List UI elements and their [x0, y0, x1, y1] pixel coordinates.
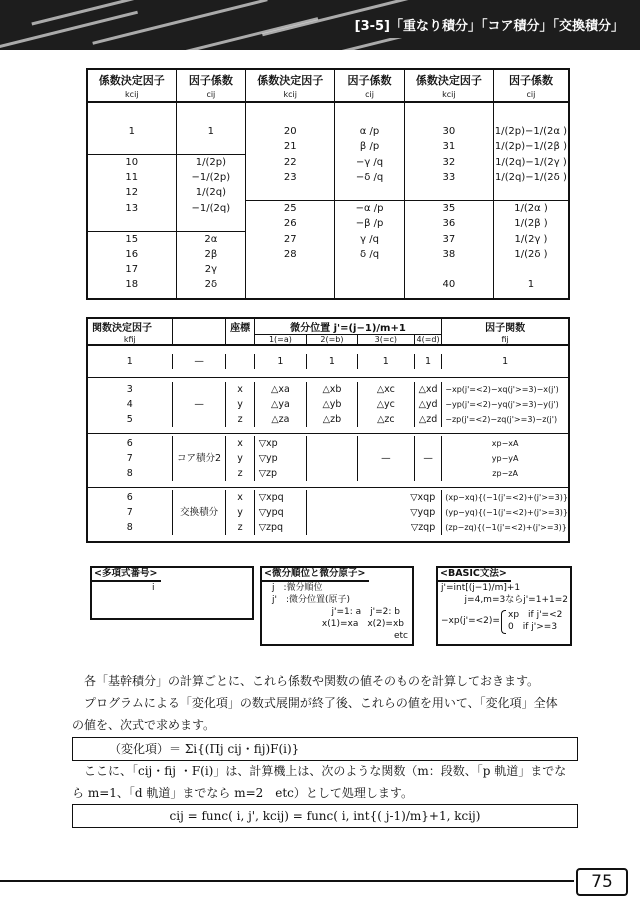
- table-row: [87, 232, 569, 248]
- table-cell: −γ /q: [335, 155, 405, 171]
- table-cell: −1/(2q): [176, 201, 246, 217]
- table-row: 6 x ▽xp xp−xA: [87, 436, 569, 451]
- formula-box-1: [72, 737, 578, 761]
- table-cell: 32: [404, 155, 493, 171]
- table-cell: 40: [404, 277, 493, 292]
- table-cell: 18: [87, 277, 176, 292]
- col-subheader: cij: [176, 88, 246, 102]
- table-cell: 1/(2α ): [493, 201, 569, 217]
- table-row: [87, 170, 569, 185]
- footer-rule: [0, 880, 574, 882]
- table-cell: [404, 262, 493, 277]
- table-row: [87, 216, 569, 232]
- table-cell: 26: [246, 216, 335, 232]
- table-cell: 23: [246, 170, 335, 185]
- coord-header: 座標: [226, 318, 254, 335]
- table-cell: [87, 102, 176, 118]
- table-cell: 2δ: [176, 277, 246, 292]
- table-row: [87, 102, 569, 118]
- table-cell: 35: [404, 201, 493, 217]
- col-header: 因子係数: [335, 69, 405, 88]
- formula-box-2: [72, 804, 578, 828]
- table-row: 4 — y △ya △yb △yc △yd −yp(j'=<2)−yq(j'>=3)−y(j'): [87, 397, 569, 412]
- diffpos-a: 1(=a): [254, 335, 306, 346]
- table-cell: [87, 139, 176, 155]
- differential-order-box: <微分順位と微分原子> j :微分順位 j' :微分位置(原子) j'=1: a j'=2: b x(1)=xa x(2)=xb etc: [260, 566, 414, 646]
- table-cell: β /p: [335, 139, 405, 155]
- table-cell: 27: [246, 232, 335, 248]
- table-cell: [493, 102, 569, 118]
- box-title: <BASIC文法>: [438, 568, 511, 582]
- table-cell: 1/(2β ): [493, 216, 569, 232]
- table-cell: 16: [87, 247, 176, 262]
- box-title: <微分順位と微分原子>: [262, 568, 369, 582]
- paragraph-1: 各「基幹積分」の計算ごとに、これら係数や関数の値そのものを計算しておきます。: [84, 674, 540, 688]
- table-cell: [246, 262, 335, 277]
- table-row: [87, 139, 569, 155]
- table-cell: 25: [246, 201, 335, 217]
- table-cell: 20: [246, 124, 335, 139]
- table-cell: 36: [404, 216, 493, 232]
- table-cell: α /p: [335, 124, 405, 139]
- table-cell: 1: [493, 277, 569, 292]
- table-cell: 12: [87, 185, 176, 201]
- table-cell: 1: [87, 124, 176, 139]
- col-subheader: kcij: [404, 88, 493, 102]
- page-number: 75: [576, 868, 628, 896]
- polynomial-number-box: <多項式番号> i: [90, 566, 254, 620]
- paragraph-2b: の値を、次式で求めます。: [72, 718, 216, 732]
- table-row: [87, 185, 569, 201]
- group-label: 交換積分: [172, 505, 226, 520]
- table-cell: δ /q: [335, 247, 405, 262]
- table-cell: [335, 102, 405, 118]
- table-cell: −δ /q: [335, 170, 405, 185]
- col-header: 係数決定因子: [246, 69, 335, 88]
- paragraph-2a: プログラムによる「変化項」の数式展開が終了後、これらの値を用いて、「変化項」全体: [84, 696, 558, 710]
- table-cell: [493, 185, 569, 201]
- col-subheader: cij: [493, 88, 569, 102]
- table-cell: −1/(2p): [176, 170, 246, 185]
- table-cell: 1/(2q)−1/(2γ ): [493, 155, 569, 171]
- kf-header: 関数決定因子: [87, 318, 172, 335]
- table-row: [87, 155, 569, 171]
- diffpos-d: 4(=d): [414, 335, 441, 346]
- table-cell: 1/(2p): [176, 155, 246, 171]
- table-cell: 33: [404, 170, 493, 185]
- function-factor-table: [86, 317, 570, 543]
- table-row: [87, 201, 569, 217]
- table-cell: 31: [404, 139, 493, 155]
- table-cell: 22: [246, 155, 335, 171]
- diffpos-c: 3(=c): [357, 335, 414, 346]
- table-cell: 1/(2q): [176, 185, 246, 201]
- table-cell: [335, 185, 405, 201]
- table-cell: [176, 102, 246, 118]
- func-subheader: fij: [442, 335, 569, 346]
- factor-table-body: [87, 102, 569, 299]
- table-cell: [87, 216, 176, 232]
- table-row: 1 — 1 1 1 1 1: [87, 354, 569, 369]
- table-row: 7 コア積分2 y ▽yp — — yp−yA: [87, 451, 569, 466]
- page-header-banner: [0, 0, 640, 50]
- table-row: [87, 247, 569, 262]
- table-cell: [246, 185, 335, 201]
- table-cell: 1/(2γ ): [493, 232, 569, 248]
- table-cell: [404, 185, 493, 201]
- col-header: 係数決定因子: [404, 69, 493, 88]
- group-label: コア積分2: [172, 451, 226, 466]
- table-cell: 21: [246, 139, 335, 155]
- table-cell: 2α: [176, 232, 246, 248]
- factor-coefficient-table: [86, 68, 570, 300]
- table-row: 5 z △za △zb △zc △zd −zp(j'=<2)−zq(j'>=3)−z(j'): [87, 412, 569, 427]
- table-cell: [246, 277, 335, 292]
- group-label: —: [172, 397, 226, 412]
- table-cell: 2γ: [176, 262, 246, 277]
- col-header: 因子係数: [493, 69, 569, 88]
- table-cell: [176, 139, 246, 155]
- col-subheader: kcij: [87, 88, 176, 102]
- table-row: 6 x ▽xpq ▽xqp (xp−xq){(−1(j'=<2)+(j'>=3)}: [87, 490, 569, 505]
- basic-syntax-box: <BASIC文法> j'=int[(j−1)/m]+1 j=4,m=3ならj'=1+1=2 −xp(j'=<2)= xp if j'=<2 0 if j'>=3: [436, 566, 572, 646]
- table-cell: 1: [176, 124, 246, 139]
- table-cell: 1/(2p)−1/(2β ): [493, 139, 569, 155]
- table-cell: 28: [246, 247, 335, 262]
- table-cell: 1/(2q)−1/(2δ ): [493, 170, 569, 185]
- table-row: 8 z ▽zp zp−zA: [87, 466, 569, 481]
- col-header: 因子係数: [176, 69, 246, 88]
- table-cell: [246, 102, 335, 118]
- table-cell: −α /p: [335, 201, 405, 217]
- table-cell: 1/(2p)−1/(2α ): [494, 126, 568, 137]
- table-cell: 30: [404, 124, 493, 139]
- table-row: 8 z ▽zpq ▽zqp (zp−zq){(−1(j'=<2)+(j'>=3)}: [87, 520, 569, 535]
- diffpos-header: 微分位置 j'=(j−1)/m+1: [254, 318, 442, 335]
- table-cell: [335, 277, 405, 292]
- section-title: [3-5]「重なり積分」「コア積分」「交換積分」: [349, 16, 630, 38]
- table-cell: 38: [404, 247, 493, 262]
- table-cell: 15: [87, 232, 176, 248]
- brace-icon: [501, 610, 506, 634]
- formula-2: cij = func( i, j', kcij) = func( i, int{( j-1)/m}+1, kcij): [169, 809, 481, 823]
- table-cell: 17: [87, 262, 176, 277]
- func-header: 因子関数: [442, 318, 569, 335]
- table-cell: 1/(2δ ): [493, 247, 569, 262]
- table-row: [87, 262, 569, 277]
- table-cell: [335, 262, 405, 277]
- diffpos-b: 2(=b): [307, 335, 358, 346]
- table-row: [87, 277, 569, 292]
- col-subheader: cij: [335, 88, 405, 102]
- paragraph-3b: ら m=1、「d 軌道」までなら m=2 etc）として処理します。: [72, 786, 413, 800]
- formula-1: （変化項）＝ Σi{(Πj cij・fij)F(i)}: [109, 742, 300, 756]
- table-cell: 2β: [176, 247, 246, 262]
- table-cell: 11: [87, 170, 176, 185]
- table-row: 7 交換積分 y ▽ypq ▽yqp (yp−yq){(−1(j'=<2)+(j'>=3)}: [87, 505, 569, 520]
- table-cell: 13: [87, 201, 176, 217]
- table-cell: 10: [87, 155, 176, 171]
- table-row: [87, 124, 569, 139]
- table-cell: [493, 262, 569, 277]
- table-cell: γ /q: [335, 232, 405, 248]
- col-header: 係数決定因子: [87, 69, 176, 88]
- box-title: <多項式番号>: [92, 568, 161, 582]
- col-subheader: kcij: [246, 88, 335, 102]
- table-cell: [404, 102, 493, 118]
- table-cell: 37: [404, 232, 493, 248]
- table-cell: [176, 216, 246, 232]
- kf-subheader: kfij: [87, 335, 172, 346]
- table-row: 3 x △xa △xb △xc △xd −xp(j'=<2)−xq(j'>=3)−x(j'): [87, 382, 569, 397]
- paragraph-3a: ここに、「cij・fij ・F(i)」は、計算機上は、次のような関数（m：段数、「p 軌道」までな: [84, 764, 567, 778]
- table-cell: −β /p: [335, 216, 405, 232]
